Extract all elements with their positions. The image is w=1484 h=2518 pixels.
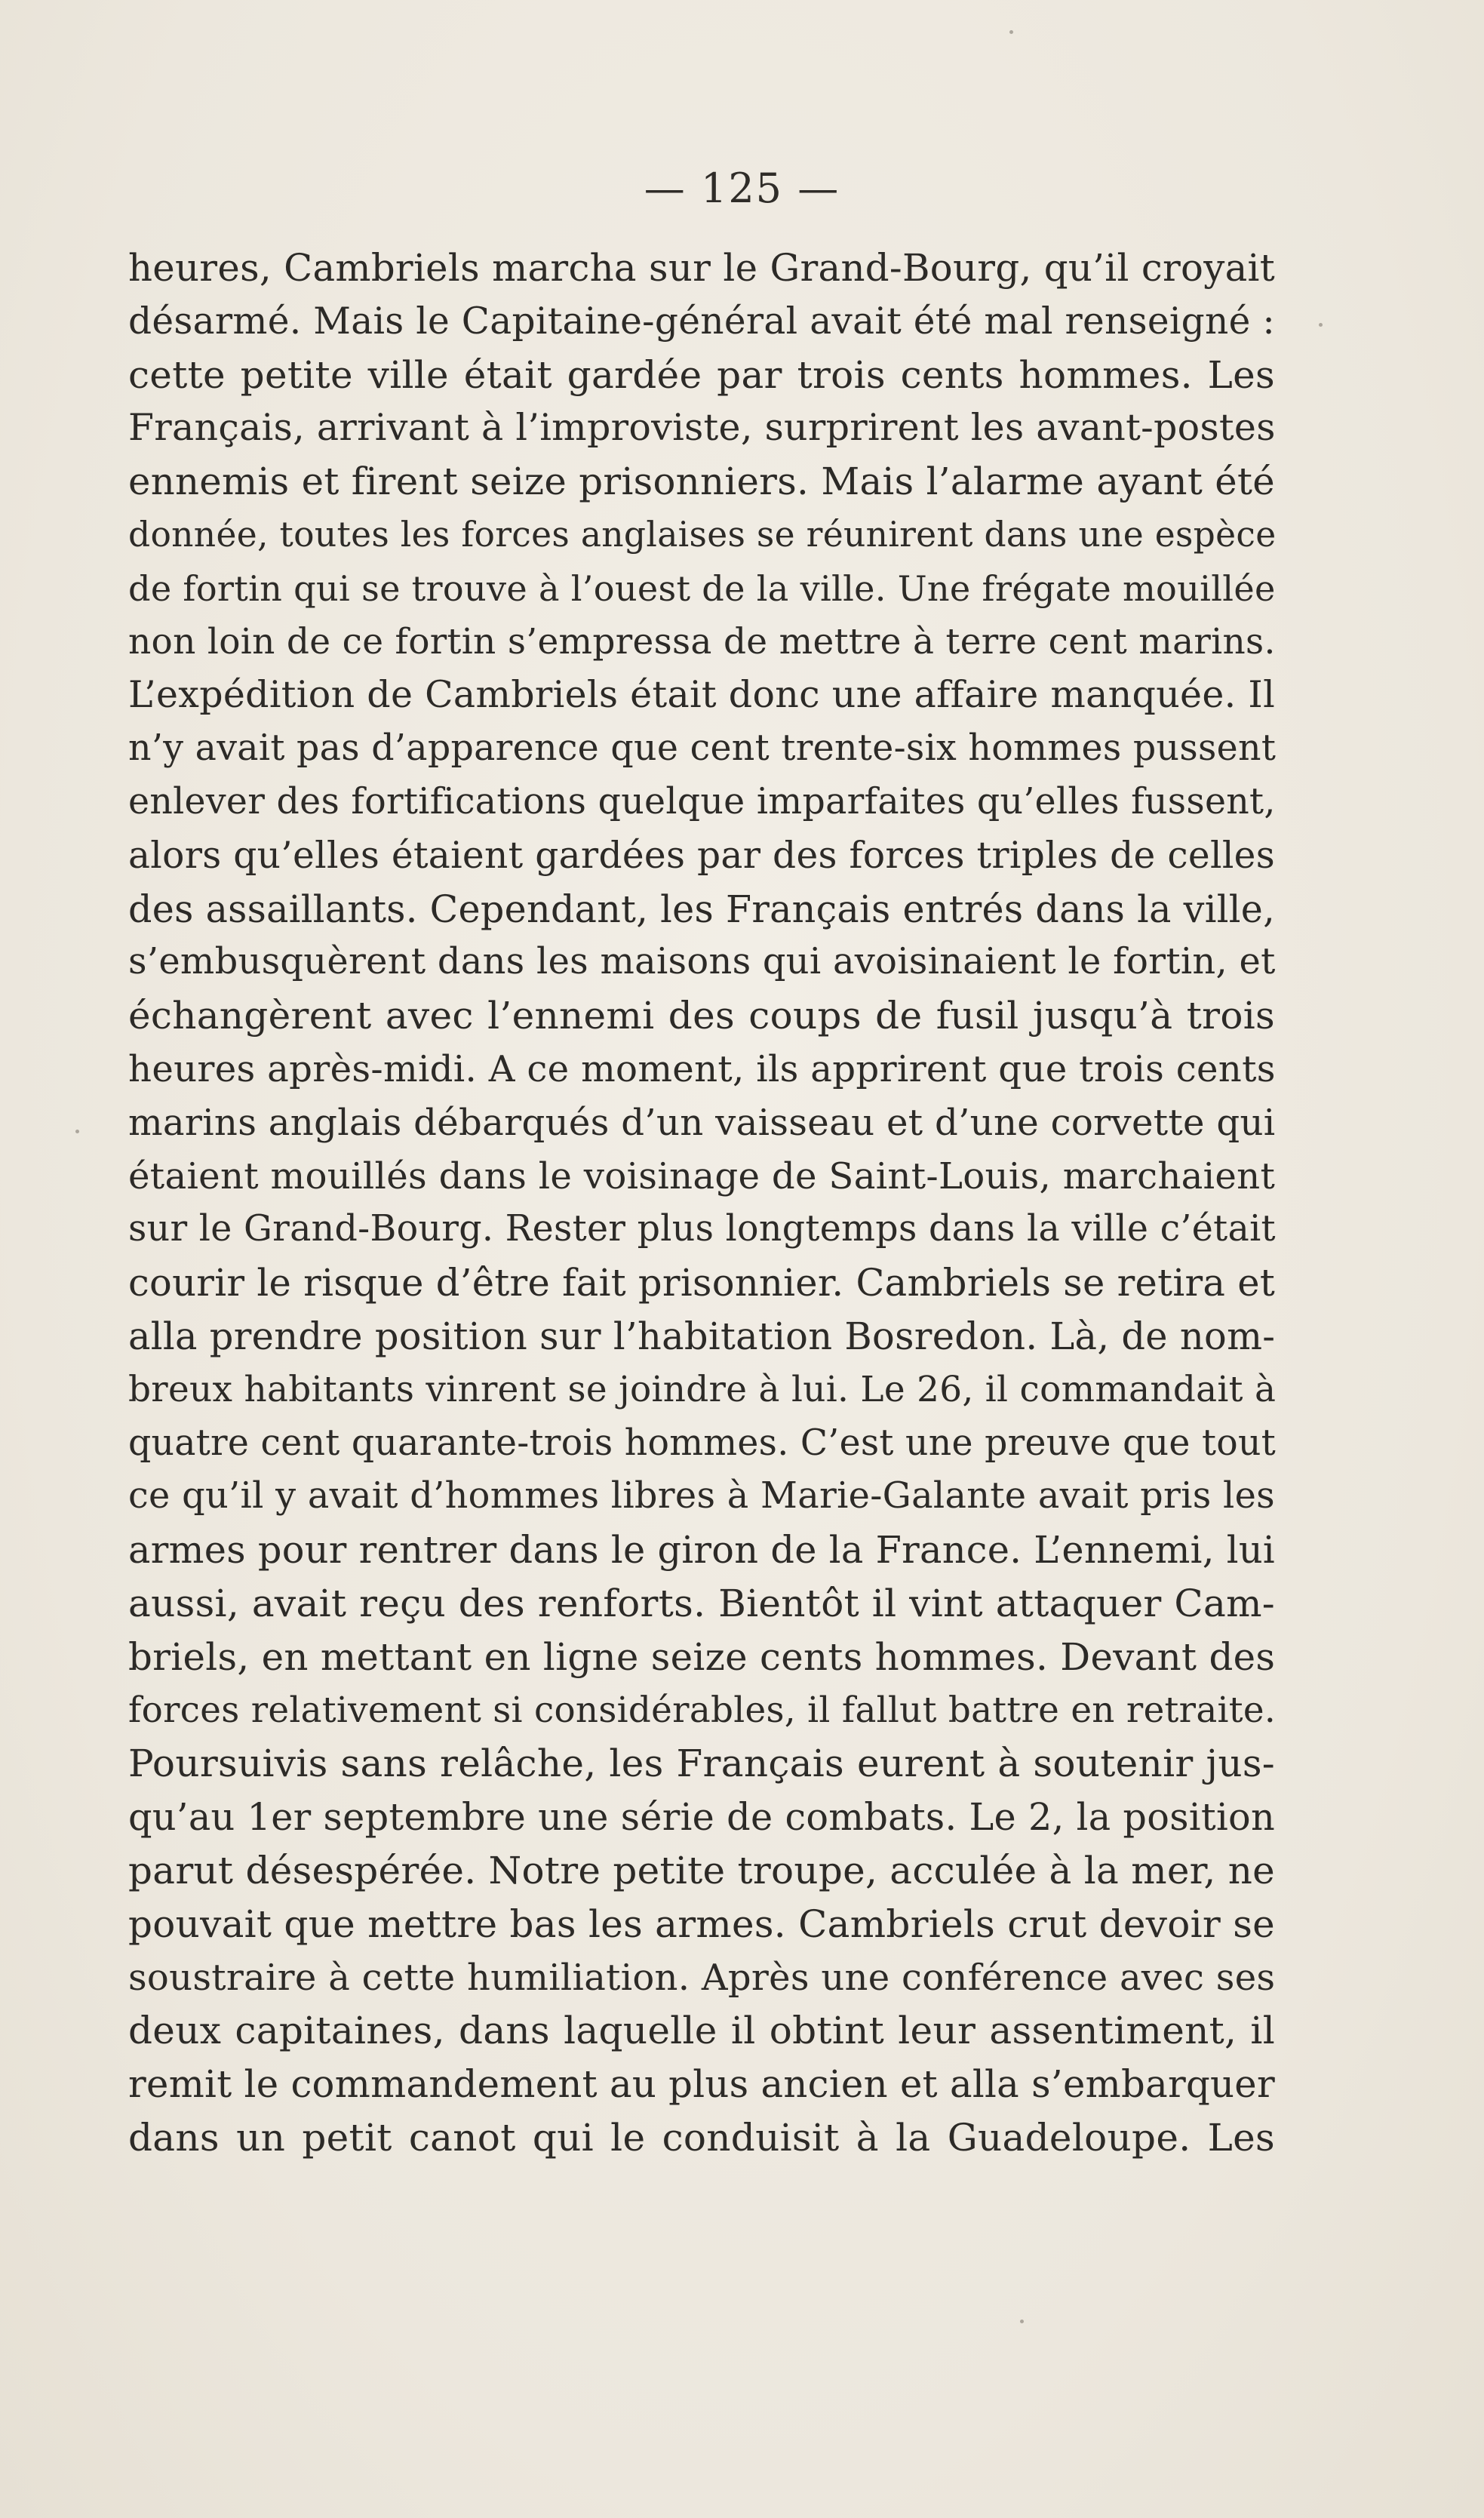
text-line: alors qu’elles étaient gardées par des forces triples de celles	[128, 834, 1275, 877]
text-line: étaient mouillés dans le voisinage de Saint-Louis, marchaient	[128, 1154, 1276, 1198]
text-line: s’embusquèrent dans les maisons qui avoisinaient le fortin, et	[128, 941, 1276, 983]
text-line: des assaillants. Cependant, les Français entrés dans la ville,	[128, 887, 1275, 931]
text-line: sur le Grand-Bourg. Rester plus longtemps dans la ville c’était	[128, 1208, 1276, 1250]
text-line: non loin de ce fortin s’empressa de mettre à terre cent marins.	[128, 620, 1276, 663]
text-line: pouvait que mettre bas les armes. Cambriels crut devoir se	[128, 1902, 1275, 1946]
text-line: donnée, toutes les forces anglaises se réunirent dans une espèce	[128, 514, 1277, 555]
text-line: n’y avait pas d’apparence que cent trente-six hommes pussent	[128, 727, 1277, 770]
text-line: de fortin qui se trouve à l’ouest de la ville. Une frégate mouillée	[128, 567, 1276, 609]
text-line: deux capitaines, dans laquelle il obtint leur assentiment, il	[128, 2009, 1275, 2053]
text-line: alla prendre position sur l’habitation Bosredon. Là, de nom-	[128, 1314, 1276, 1358]
page-number: — 125 —	[644, 164, 840, 212]
text-line: ce qu’il y avait d’hommes libres à Marie-Galante avait pris les	[128, 1475, 1275, 1517]
text-line: Poursuivis sans relâche, les Français eurent à soutenir jus-	[128, 1742, 1275, 1786]
paper-speck	[1020, 2320, 1024, 2323]
text-line: ennemis et firent seize prisonniers. Mais l’alarme ayant été	[128, 460, 1275, 504]
text-line: heures après-midi. A ce moment, ils apprirent que trois cents	[128, 1047, 1276, 1090]
body-text	[128, 241, 1275, 2165]
text-line: forces relativement si considérables, il fallut battre en retraite.	[128, 1689, 1277, 1731]
text-line: breux habitants vinrent se joindre à lui. Le 26, il commandait à	[128, 1368, 1277, 1410]
paper-speck	[75, 1130, 79, 1133]
text-line: dans un petit canot qui le conduisit à la Guadeloupe. Les	[128, 2115, 1275, 2160]
text-line: briels, en mettant en ligne seize cents hommes. Devant des	[128, 1634, 1276, 1679]
text-line: soustraire à cette humiliation. Après une conférence avec ses	[128, 1956, 1276, 1999]
text-line: L’expédition de Cambriels était donc une affaire manquée. Il	[128, 673, 1276, 717]
paper-speck	[1319, 323, 1323, 327]
text-line: cette petite ville était gardée par trois cents hommes. Les	[128, 352, 1275, 397]
text-line: désarmé. Mais le Capitaine-général avait été mal renseigné :	[128, 300, 1276, 343]
text-line: courir le risque d’être fait prisonnier. Cambriels se retira et	[128, 1261, 1276, 1305]
text-line: remit le commandement au plus ancien et alla s’embarquer	[128, 2062, 1275, 2107]
text-line: qu’au 1er septembre une série de combats. Le 2, la position	[128, 1795, 1275, 1840]
text-line: armes pour rentrer dans le giron de la France. L’ennemi, lui	[128, 1528, 1275, 1573]
text-line: échangèrent avec l’ennemi des coups de fusil jusqu’à trois	[128, 994, 1275, 1038]
text-line: quatre cent quarante-trois hommes. C’est une preuve que tout	[128, 1422, 1277, 1464]
text-line: marins anglais débarqués d’un vaisseau et d’une corvette qui	[128, 1101, 1276, 1144]
text-line: heures, Cambriels marcha sur le Grand-Bourg, qu’il croyait	[128, 246, 1275, 290]
text-line: aussi, avait reçu des renforts. Bientôt il vint attaquer Cam-	[128, 1581, 1275, 1625]
text-line: Français, arrivant à l’improviste, surprirent les avant-postes	[128, 406, 1276, 450]
text-line: parut désespérée. Notre petite troupe, acculée à la mer, ne	[128, 1848, 1275, 1892]
text-line: enlever des fortifications quelque imparfaites qu’elles fussent,	[128, 780, 1276, 822]
paper-speck	[1009, 30, 1013, 34]
